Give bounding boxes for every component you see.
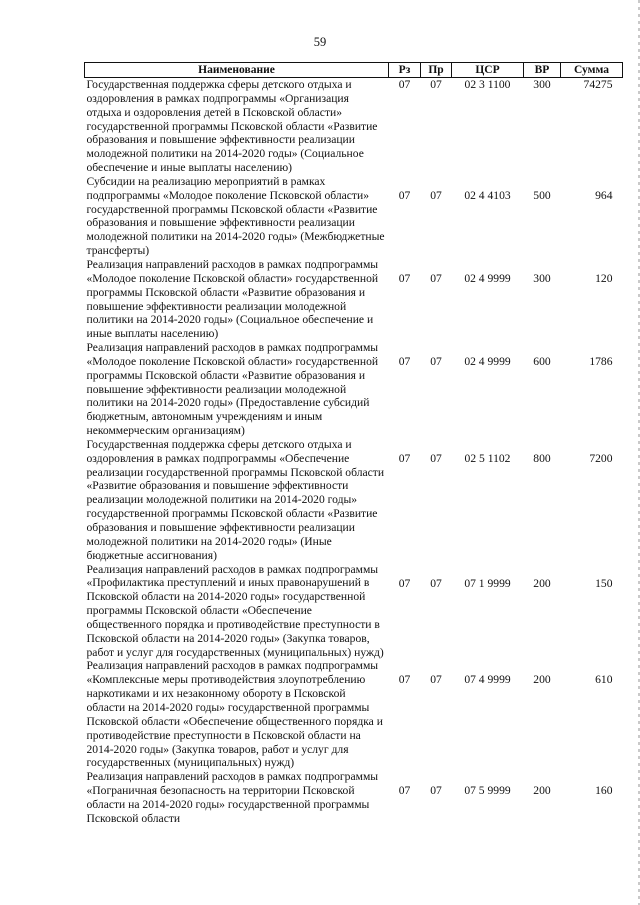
row-csr: 07 1 9999 (464, 576, 511, 590)
table-row (85, 563, 623, 660)
row-sum: 74275 (583, 78, 613, 91)
row-sum: 1786 (589, 355, 613, 369)
budget-table-wrapper (84, 62, 622, 826)
table-row (85, 341, 623, 438)
row-rz: 07 (398, 78, 411, 91)
row-name: Реализация направлений расходов в рамках подпрограммы «Молодое поколение Псковской области» государственной программы Псковской области «Развитие образования и повышение эффективности реализации молодежной политики на 2014-2020 годы» (Предоставление субсидий бюджетным, автономным учреждениям и иным некоммерческим организациям) (86, 341, 379, 438)
table-row (85, 78, 623, 175)
row-vr: 800 (533, 451, 551, 465)
header-rz: Рз (389, 63, 421, 78)
row-pr: 07 (430, 271, 442, 285)
row-sum: 120 (595, 271, 613, 285)
table-row (85, 438, 623, 563)
row-sum: 160 (595, 784, 613, 798)
row-pr: 07 (430, 576, 442, 590)
budget-table (84, 62, 623, 826)
row-vr: 600 (533, 355, 551, 369)
row-csr: 02 4 9999 (464, 271, 511, 285)
row-csr: 02 3 1100 (464, 78, 511, 91)
row-vr: 300 (533, 271, 551, 285)
row-rz: 07 (398, 188, 411, 202)
table-row (85, 175, 623, 258)
row-name: Реализация направлений расходов в рамках подпрограммы «Комплексные меры противодействия злоупотреблению наркотиками и их незаконному обороту в Псковской области на 2014-2020 годы» государственной программы Псковской области «Обеспечение общественного порядка и противодействие преступности в Псковской области на 2014-2020 годы» (Закупка товаров, работ и услуг для государственных (муниципальных) нужд) (86, 659, 383, 770)
row-pr: 07 (430, 451, 442, 465)
row-pr: 07 (430, 355, 442, 369)
row-name: Реализация направлений расходов в рамках подпрограммы «Профилактика преступлений и иных правонарушений в Псковской области на 2014-2020 годы» государственной программы Псковской области «Обеспечение общественного порядка и противодействие преступности в Псковской области на 2014-2020 годы» (Закупка товаров, работ и услуг для государственных (муниципальных) нужд) (86, 562, 384, 659)
table-header-row (85, 63, 623, 78)
row-sum: 610 (595, 673, 613, 687)
row-name: Реализация направлений расходов в рамках подпрограммы «Молодое поколение Псковской области» государственной программы Псковской области «Развитие образования и повышение эффективности реализации молодежной политики на 2014-2020 годы» (Социальное обеспечение и иные выплаты населению) (86, 257, 379, 341)
row-name: Реализация направлений расходов в рамках подпрограммы «Пограничная безопасность на территории Псковской области на 2014-2020 годы» государственной программы Псковской области (86, 770, 379, 825)
row-rz: 07 (398, 673, 411, 687)
row-rz: 07 (398, 355, 411, 369)
table-row (85, 258, 623, 341)
row-vr: 200 (533, 673, 551, 687)
row-rz: 07 (398, 576, 411, 590)
row-pr: 07 (430, 784, 442, 798)
row-sum: 964 (595, 188, 613, 202)
row-pr: 07 (430, 673, 442, 687)
row-pr: 07 (430, 188, 442, 202)
row-vr: 200 (533, 576, 551, 590)
row-csr: 02 4 9999 (464, 355, 511, 369)
row-sum: 150 (595, 576, 613, 590)
header-csr: ЦСР (452, 63, 524, 78)
row-vr: 500 (533, 188, 551, 202)
table-row (85, 659, 623, 770)
header-vr: ВР (524, 63, 561, 78)
table-row (85, 770, 623, 825)
row-vr: 300 (533, 78, 551, 91)
page-number: 59 (313, 35, 327, 49)
row-name: Государственная поддержка сферы детского отдыха и оздоровления в рамках подпрограммы «Организация отдыха и оздоровления детей в Псковской области» государственной программы Псковской области «Развитие образования и повышение эффективности реализации молодежной политики на 2014-2020 годы» (Социальное обеспечение и иные выплаты населению) (85, 78, 389, 175)
row-vr: 200 (533, 784, 551, 798)
row-sum: 7200 (589, 451, 613, 465)
row-csr: 07 5 9999 (464, 784, 511, 798)
row-csr: 02 4 4103 (464, 188, 511, 202)
header-pr: Пр (421, 63, 452, 78)
header-sum: Сумма (561, 63, 623, 78)
row-rz: 07 (398, 451, 411, 465)
row-pr: 07 (430, 78, 442, 91)
row-csr: 02 5 1102 (464, 451, 511, 465)
header-name: Наименование (85, 63, 389, 78)
row-name: Государственная поддержка сферы детского отдыха и оздоровления в рамках подпрограммы «Обеспечение реализации государственной программы Псковской области «Развитие образования и повышение эффективности реализации молодежной политики на 2014-2020 годы» государственной программы Псковской области «Развитие образования и повышение эффективности реализации молодежной политики на 2014-2020 годы» (Иные бюджетные ассигнования) (86, 437, 385, 562)
row-rz: 07 (398, 784, 411, 798)
row-rz: 07 (398, 271, 411, 285)
row-name: Субсидии на реализацию мероприятий в рамках подпрограммы «Молодое поколение Псковской области» государственной программы Псковской области «Развитие образования и повышение эффективности реализации молодежной политики на 2014-2020 годы» (Межбюджетные трансферты) (86, 174, 385, 258)
row-csr: 07 4 9999 (464, 673, 511, 687)
